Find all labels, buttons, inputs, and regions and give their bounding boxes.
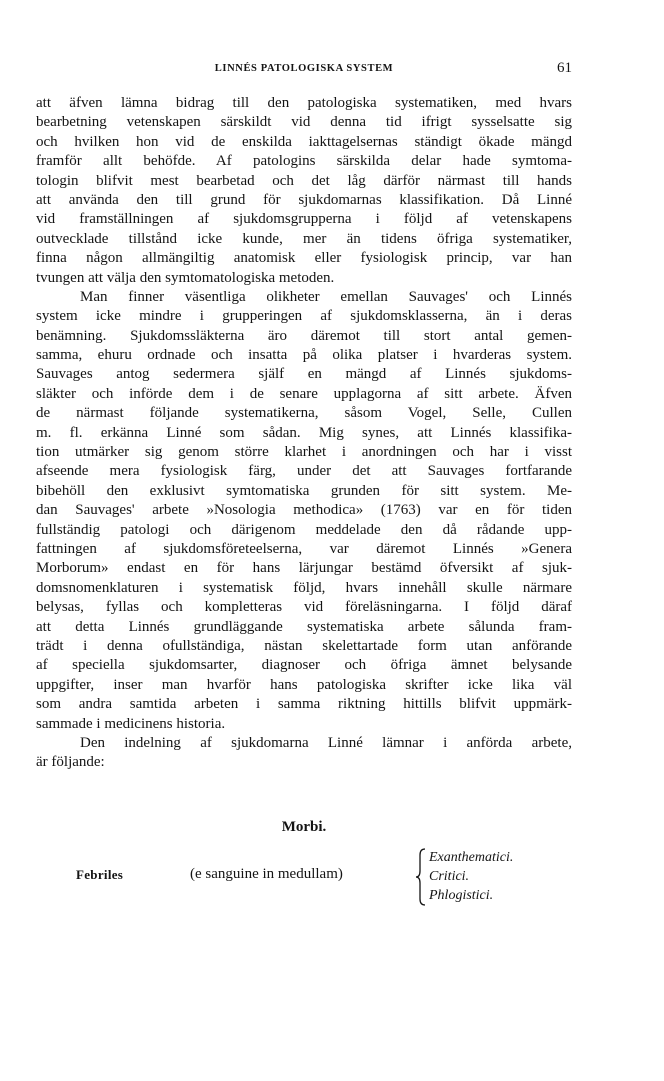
text-line: system icke mindre i grupperingen af sjukdomsklasserna, än i deras [36,308,572,325]
text-line: Morborum» endast en för hans lärjungar bestämd öfversikt af sjuk- [36,560,572,577]
text-line: och hvilken hon vid de enskilda iakttagelsernas ständigt ökade mängd [36,133,572,150]
text-line: att använda den till grund för sjukdomarnas klassifikation. Då Linné [36,191,572,208]
text-line: tologin blifvit mest bearbetad och det låg därför närmast till hands [36,172,572,189]
text-line: dan Sauvages' arbete »Nosologia methodica» (1763) var en för tiden [36,502,572,519]
paragraph-first-line: Den indelning af sjukdomarna Linné lämnar i anförda arbete, [80,734,572,751]
text-line: outvecklade tillstånd icke kunde, mer än tidens öfriga systematiker, [36,230,572,247]
text-line: af speciella sjukdomsarter, diagnoser och öfriga ämnet belysande [36,657,572,674]
classification-heading: Morbi. [281,819,327,835]
text-line: benämning. Sjukdomssläkterna äro däremot till stort antal gemen- [36,327,572,344]
subdivision-list [429,848,513,905]
subdivision-item: Critici. [429,869,470,884]
subdivision-item: Exanthematici. [429,850,514,865]
paragraph-first-line: Man finner väsentliga olikheter emellan Sauvages' och Linnés [80,288,572,305]
text-line: samma, ehuru ordnade och insatta på olika platser i hvarderas system. [36,347,572,364]
text-line: sammade i medicinens historia. [36,715,226,732]
text-line: m. fl. erkänna Linné som sådan. Mig synes, att Linnés klassifika- [36,424,572,441]
text-line: tvungen att välja den symtomatologiska metoden. [36,269,335,286]
running-title: LINNÉS PATOLOGISKA SYSTEM [214,63,394,74]
text-line: fullständig patologi och därigenom meddelade den då rådande upp- [36,521,572,538]
text-line: att äfven lämna bidrag till den patologiska systematiken, med hvars [36,95,572,111]
text-line: de närmast följande systematikerna, såsom Vogel, Selle, Cullen [36,405,572,422]
text-line: fattningen af sjukdomsföreteelserna, var däremot Linnés »Genera [36,540,572,557]
text-line: vid framställningen af sjukdomsgrupperna i följd af vetenskapens [36,211,572,228]
curly-brace-icon [415,848,427,906]
text-line: Sauvages antog sedermera själf en mängd af Linnés sjukdoms- [36,366,572,383]
text-line: bearbetning vetenskapen särskildt vid denna tid ifrigt sysselsatte sig [36,114,572,131]
subdivision-group [415,848,575,906]
page-number: 61 [557,60,572,76]
text-line: framför allt behöfde. Af patologins särskilda delar hade symtoma- [36,153,572,170]
text-line: som andra samtida arbeten i samma riktning hittills blifvit uppmärk- [36,696,572,713]
text-line: bibehöll den exklusivt symtomatiska grunden för sitt system. Me- [36,482,572,499]
text-line: är följande: [36,754,105,771]
text-line: att detta Linnés grundläggande systematiska arbete sålunda fram- [36,618,572,635]
text-line: uppgifter, inser man hvarför hans patologiska skrifter icke lika väl [36,676,572,693]
subdivision-item: Phlogistici. [429,888,494,903]
text-line: finna någon allmängiltig anatomisk eller fysiologisk princip, var han [36,250,572,267]
text-line: afseende mera fysiologisk färg, under det att Sauvages fortfarande [36,463,572,480]
text-line: trädt i denna ofullständiga, nästan skelettartade form utan anförande [36,637,572,654]
body-text [36,94,572,773]
class-name: Febriles [76,867,124,882]
class-description: (e sanguine in medullam) [190,866,343,882]
text-line: släkter och införde dem i de senare upplagorna af sitt arbete. Äfven [36,385,572,402]
text-line: domsnomenklaturen i systematisk följd, hvars innehåll skulle närmare [36,579,572,596]
running-head [36,60,572,81]
text-line: tion utmärker sig genom större klarhet i anordningen och har i visst [36,444,572,461]
text-line: belysas, fyllas och kompletteras vid föreläsningarna. I följd däraf [36,599,572,616]
